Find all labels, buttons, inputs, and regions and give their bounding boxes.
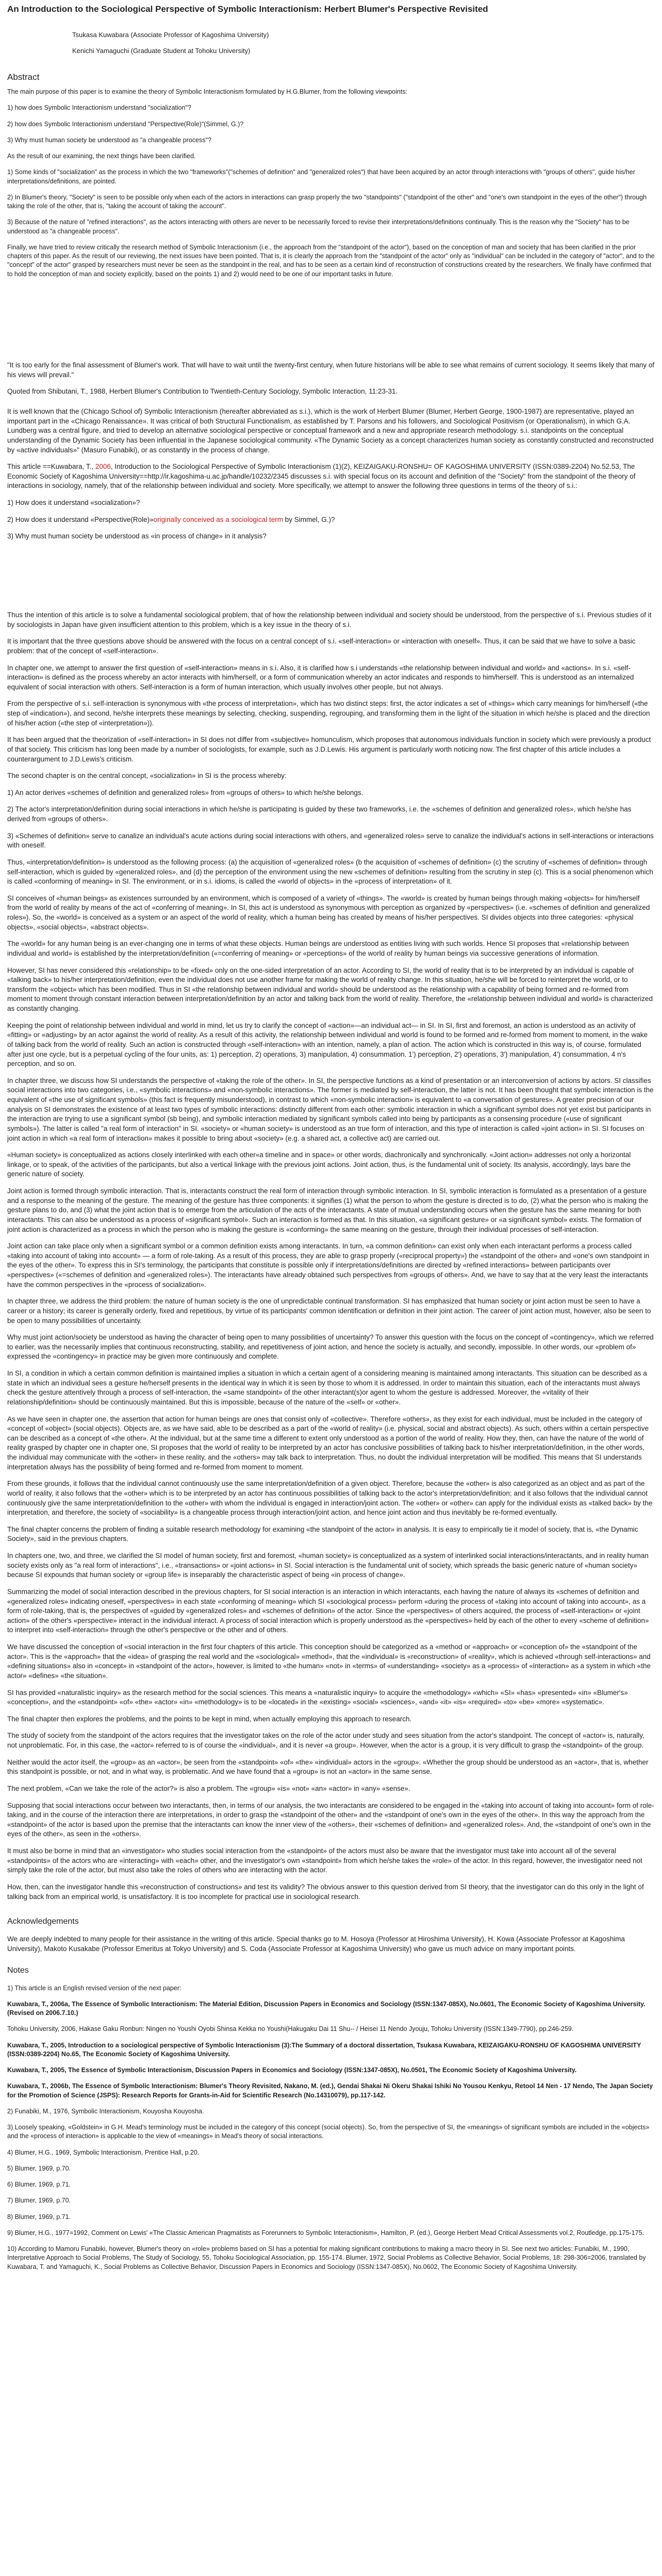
author-1: Tsukasa Kuwabara (Associate Professor of Kagoshima University) <box>72 31 269 39</box>
body-paragraph: The final chapter then explores the problems, and the points to be kept in mind, when actually employing this approach to research. <box>7 1715 412 1723</box>
note-item: 2) Funabiki, M., 1976, Symbolic Interactionism, Kouyosha Kouyosha. <box>7 2107 204 2115</box>
body-paragraph: However, SI has never considered this «relationship» to be «fixed» only on the one-sided interpretation of an actor. According to SI, the world of reality that is to be interpreted by an individual is capable of «talking back» to his/her interpretation/definition, even the individual does not use another frame for making the world of reality change. In this situation, he/she will be forced to reinterpret the world, or to transform the «object» which has been modified. Thus in SI «the relationship between individual and world» should be understood as the relationship with a capability of being formed and re-formed from moment to moment through constant interaction between interpretation/definition by an actor and talking back from the world of reality. Therefore, the «relationship between individual and world» is characterized as constantly changing. <box>7 966 653 1012</box>
body-paragraph: Why must joint action/society be understood as having the character of being open to many possibilities of uncertainty? To answer this question with the focus on the concept of «contingency», which we referred to earlier, was the necessarily implies that continuous reconstructing, stability, and repetitiveness of joint action, and hence the society is actually, and secondly, impossible. In other words, our «problem of» expressed the «contingency» in practice may be given more continuously and complete. <box>7 1333 654 1361</box>
question-2-red: originally conceived as a sociological term <box>153 515 284 523</box>
question-1: 1) How does it understand «socialization»? <box>7 499 140 506</box>
abstract-result: 2) In Blumer's theory, "Society" is seen to be possible only when each of the actors in interactions can grasp properly the two "standpoints" ("standpoint of the other" and "one's own standpoint in the eyes of the other") through taking the role of the other, that is, "taking the account of taking the account". <box>7 193 647 210</box>
abstract-line: 3) Why must human society be understood as "a changeable process"? <box>7 136 211 144</box>
note-item: 10) According to Mamoru Funabiki, however, Blumer's theory on «role» problems based on SI has a potential for making significant contributions to making a macro theory in SI. See next two articles: Funabiki, M., 1990, Interpretative Approach to Social Problems, The Study of Sociology, 55, Tohoku Sociological Association, pp. 155-174. Blumer, 1972, Social Problems as Collective Behavior, Social Problems, 18: 298-306=2006, translated by Kuwabara, T. and Yamaguchi, K., Social Problems as Collective Behavior, Discussion Papers in Economics and Sociology (ISSN:1347-085X), No.0602, The Economic Society of Kagoshima University. <box>7 2245 646 2270</box>
note-item: 4) Blumer, H.G., 1969, Symbolic Interactionism, Prentice Hall, p.20. <box>7 2148 200 2156</box>
body-paragraph: Summarizing the model of social interaction described in the previous chapters, for SI social interaction is an interaction in which interactants, each having the nature of always its «schemes of definition and «generalized roles» indicating oneself, «perspectives» in each state «conforming of meaning» which SI «sociological process» perform «during the process of «taking into account of taking into account», as a form of role-taking, that is, the perspectives of «guided by «generalized roles» and «schemes of definition» of the actor. Since the «perspectives» of others acquired, the process of «self-interaction» or «joint action» of the other's «perspective» interact in the individual interact. A process of social interaction which is properly understood as the «perspectives» held by each of the other to every «scheme of definition» to interpret into «self-interaction» through the other's perspective or the other and of others. <box>7 1587 649 1634</box>
body-paragraph: Supposing that social interactions occur between two interactants, then, in terms of our analysis, the two interactants are considered to be engaged in the «taking into account of taking into account» form of role-taking, and in the course of the interaction there are interpretations, in order to grasp the «standpoint of the other» and the «standpoint of one's own in the eyes of the other». In this way the approach from the «standpoint» of the actor is based upon the premise that the interactants can know the inner view of the «others», their «schemes of definition» and «generalized roles». And, the «standpoint of one's own in the eyes of the other», as seen in the «others». <box>7 1801 654 1838</box>
notes-heading: Notes <box>7 1966 29 1975</box>
question-2: 2) How does it understand «Perspective(Role)»originally conceived as a sociological term by Simmel, G.)? <box>7 515 335 523</box>
body-paragraph: «Human society» is conceptualized as actions closely interlinked with each other«a timeline and in space» or other words, diachronically and synchronically. «Joint action» addresses not only a horizontal linkage, or to speak, of the activities of the participants, but also a vertical linkage with the previous joint actions. Joint action, thus, is the fundamental unit of society. Its analysis, accordingly, lays bare the generic nature of society. <box>7 1151 631 1178</box>
body-paragraph: The second chapter is on the central concept, «socialization» in SI is the process whereby: <box>7 772 287 780</box>
body-paragraph: 1) An actor derives «schemes of definition and generalized roles» from «groups of others» to which he/she belongs. <box>7 788 363 796</box>
abstract-line: The main purpose of this paper is to examine the theory of Symbolic Interactionism formulated by H.G.Blumer, from the following viewpoints: <box>7 88 408 95</box>
body-paragraph: In SI, a condition in which a certain common definition is maintained implies a situation in which a certain agent of a considering meaning is maintained among interactants. This situation can be described as a state in which an individual sees a gesture he/herself presents in the identical way in which it is seen by those to whom it is addressed. In order to maintain this situation, each of the interactants must always check the gesture attentively through a process of self-interaction, the «same standpoint» of the other interactant(s)or agent to whom the gesture is addressed. Moreover, the «vitality of their relationship/definition» should be continuously maintained. But this is impossible, because of the nature of the «self» or «other». <box>7 1369 647 1406</box>
note-item: Kuwabara, T., 2006a, The Essence of Symbolic Interactionism: The Material Edition, Discussion Papers in Economics and Sociology (ISSN:1347-085X), No.0601, The Economic Society of Kagoshima University. (Revised on 2006.7.10.) <box>7 2000 646 2017</box>
body-paragraph: It has been argued that the theorization of «self-interaction» in SI does not differ from «subjective» homunculism, which proposes that autonomous individuals function in society which were previously a product of that society. This criticism has long been made by a number of sociologists, for example, such as J.D.Lewis. His argument is particularly worth noticing now. The first chapter of this article includes a counterargument to J.D.Lewis's criticism. <box>7 736 651 763</box>
body-paragraph: From these grounds, it follows that the individual cannot continuously use the same interpretation/definition of a given object. Therefore, because the «other» is also categorized as an object and as part of the world of reality, it also follows that the «other» which is to be interpreted by an actor has continuous possibilities of talking back to the actor's interpretation/definition; and it also follows that the individual cannot continuously give the same interpretation/definition to the «other» with whom the individual is engaged in interaction/joint action. The «other» or «other» can apply for the individual exists as «talked back» by the interpretation, and therefore, the society of «sociability» is a changeable process through interaction/joint action, and hence joint action and thus inevitably be re-formed eventually. <box>7 1480 653 1517</box>
body-paragraph: As we have seen in chapter one, the assertion that action for human beings are ones that consist only of «collective». Therefore «others», as they exist for each individual, must be included in the category of «concept of «object» (social objects). Objects are, as we have said, able to be described as a part of the «world of reality» (i.e. physical, social and abstract objects). As such, others within a certain perspective can be described as a concept of «the other». At the individual, but at the same time a different to extent only understood as a portion of the world of reality. How they, then, can have the nature of the world of reality grasped by chapter one in chapter one, SI proposes that the world of reality to be interpreted by an actor has conclusive possibilities of talking back to his/her interpretation/definition, in the other words, the individual may communicate with the «other» in these reality, and the «others» may talk back to interpretation. Thus, no doubt the individual interpretation will be modified. This means that SI understands interpretation always has the possibility of being formed and re-formed from moment to moment. <box>7 1415 649 1471</box>
acknowledgements-text: We are deeply indebted to many people for their assistance in the writing of this article. Special thanks go to M. Hosoya (Professor at Hiroshima University), H. Kowa (Associate Professor at Kagoshima University), Makoto Kusakabe (Professor Emeritus at Tokyo University) and S. Coda (Associate Professor at Kagoshima University) who gave us much advice on many important points. <box>7 1935 625 1953</box>
note-item: Kuwabara, T., 2005, The Essence of Symbolic Interactionism, Discussion Papers in Economics and Sociology (ISSN:1347-085X), No.0501, The Economic Society of Kagoshima University. <box>7 2066 577 2074</box>
abstract-result: 1) Some kinds of "socialization" as the process in which the two "frameworks"("schemes of definition" and "generalized roles") that have been acquired by an actor through interactions with "groups of others", guide his/her interpretations/definitions, are pointed. <box>7 168 635 185</box>
body-paragraph: It is important that the three questions above should be answered with the focus on a central concept of s.i. «self-interaction» or «interaction with oneself». Thus, it can be said that we have to solve a basic problem: that of the concept of «self-interaction». <box>7 637 636 655</box>
note-item: 7) Blumer, 1969, p.70. <box>7 2197 71 2205</box>
note-item: Kuwabara, T., 2005, Introduction to a sociological perspective of Symbolic Interactionism (3):The Summary of a doctoral dissertation, Tsukasa Kuwabara, KEIZAIGAKU-RONSHU OF KAGOSHIMA UNIVERSITY (ISSN:0389-2204) No.65, The Economic Society of Kagoshima University. <box>7 2041 641 2058</box>
intro-p2-year: 2006 <box>95 463 111 471</box>
intro-p2-start: This article ==Kuwabara, T., <box>7 463 95 471</box>
body-paragraph: The «world» for any human being is an ever-changing one in terms of what these objects. Human beings are understood as entities living with such worlds. Hence SI proposes that «relationship between individual and world» is established by the interpretation/definition («=conferring of meaning» or «perceptions» of the world of reality by human beings via successive generations of information. <box>7 940 629 957</box>
note-item: 6) Blumer, 1969, p.71. <box>7 2181 71 2189</box>
note-item: Kuwabara, T., 2006b, The Essence of Symbolic Interactionism: Blumer's Theory Revisited, Nakano, M. (ed.), Gendai Shakai Ni Okeru Shakai Ishiki No Yousou Kenkyu, Retool 14 Nen - 17 Nendo, The Japan Society for the Promotion of Science (JSPS): Research Reports for Grants-in-Aid for Scientific Research (No.14310079), pp.117-142. <box>7 2082 653 2099</box>
note-item: 8) Blumer, 1969, p.71. <box>7 2213 71 2221</box>
abstract-line: 1) how does Symbolic Interactionism understand "socialization"? <box>7 104 191 112</box>
question-3: 3) Why must human society be understood as «in process of change» in it analysis? <box>7 532 267 540</box>
body-paragraph: We have discussed the conception of «social interaction in the first four chapters of this article. This conception should be categorized as a «method or «approach» or «conception of» the «standpoint of the actor». This is the «approach» that the «idea» of grasping the real world and the «sociological» «method», that the «individual» is «reconstruction» of «reality», which is achieved «through self-interactions» and «defining situations» also in «concept» in «standpoint of the actor», however, is limited to «the human» «not» in «terms» of «understanding» «society» as a «process» of «interaction» as a system in which «the actor» «defines» «the situation». <box>7 1643 651 1680</box>
body-paragraph: 2) The actor's interpretation/definition during social interactions in which he/she is participating is guided by these two frameworks, i.e. the «schemes of definition and generalized roles», which he/she has derived from «groups of others». <box>7 805 632 823</box>
note-item: 1) This article is an English revised version of the next paper: <box>7 1984 181 1992</box>
body-paragraph: SI conceives of «human beings» as existences surrounded by an environment, which is composed of a variety of «things». The «world» is created by human beings through making «objects» for him/herself from the world of reality by means of the act of «conferring of meaning». In SI, this act is understood as synonymous with perception as organized by «perspectives» (i.e. «schemes of definition and generalized roles»). So, the «world» is conceived as a system or an aspect of the world of reality, which a human being has created by means of his/her perspectives. SI divides objects into three categories: «physical objects», «social objects», «abstract objects». <box>7 894 650 931</box>
author-2: Kenichi Yamaguchi (Graduate Student at Tohoku University) <box>72 47 251 55</box>
abstract-heading: Abstract <box>7 72 40 82</box>
epigraph-source: Quoted from Shibutani, T., 1988, Herbert Blumer's Contribution to Twentieth-Century Sociology, Symbolic Interaction, 11:23-31. <box>7 387 398 396</box>
intro-p2-rest: , Introduction to the Sociological Perspective of Symbolic Interactionism (1)(2), KEIZAIGAKU-RONSHU= OF KAGOSHIMA UNIVERSITY (ISSN:0389-2204) No.52.53, The Economic Society of Kagoshima University==http://ir.kagoshima-u.ac.jp/handle/10232/2345 discusses s.i. with special focus on its account and definition of the "Society" from the standpoint of the theory of interactions in sociology, namely, that of the relationship between individual and society. More specifically, we attempt to answer the following three questions in terms of the theory of s.i.: <box>7 463 636 490</box>
abstract-line: 2) how does Symbolic Interactionism understand "Perspective(Role)"(Simmel, G.)? <box>7 120 244 128</box>
note-item: 9) Blumer, H.G., 1977=1992, Comment on Lewis' «The Classic American Pragmatists as Forerunners to Symbolic Interactionism», Hamilton, P. (ed.), George Herbert Mead Critical Assessments vol.2, Routledge, pp.175-175. <box>7 2229 644 2236</box>
introduction <box>7 407 655 549</box>
body-paragraph: The next problem, «Can we take the role of the actor?» is also a problem. The «group» «is» «not» «an» «actor» in «any» «sense». <box>7 1784 410 1792</box>
body-paragraph: Keeping the point of relationship between individual and world in mind, let us try to clarify the concept of «action»—an individual act— in SI. In SI, first and foremost, an action is understood as an activity of «fitting» or «adjusting» by an actor against the world of reality. As a result of this activity, the relationship between individual and world is found to be formed and re-formed from moment to moment, in the wake of talking back from the world of reality. Such an action is constructed through «self-interaction» with an intention, namely, a plan of action. The action which is constructed in this way is, of course, formulated after just one cycle, but is a perpetual cycling of the four units, as: 1) perception, 2) operations, 3) manipulation, 4) consummation. 1') perception, 2') operations, 3') manipulation, 4') consummation, 4 n's perception, and so on. <box>7 1021 648 1068</box>
abstract-result: 3) Because of the nature of "refined interactions", as the actors interacting with others are never to be necessarily forced to revise their interpretations/definitions continually. This is the reason why the "Society" has to be understood as "a changeable process". <box>7 218 630 235</box>
article-title: An Introduction to the Sociological Perspective of Symbolic Interactionism: Herbert Blumer's Perspective Revisited <box>7 4 488 14</box>
note-item: 3) Loosely speaking, «Goldstein» in G.H. Mead's terminology must be included in the category of this concept (social objects). So, from the perspective of SI, the «meanings» of significant symbols are included in the «objects» and the «process of interaction» is applicable to the view of «meanings» in Mead's theory of social interactions. <box>7 2124 650 2140</box>
body-paragraph: In chapter one, we attempt to answer the first question of «self-interaction» means in s.i. Also, it is clarified how s.i understands «the relationship between individual and world» and «actions». In s.i. «self-interaction» is defined as the process whereby an actor interacts with him/herself, or a form of communication whereby an actor indicates and responds to him/herself. This is understood as an internalized equivalent of social interaction with others. Self-interaction is a form of human interaction, which usually involves other people, but not always. <box>7 664 634 691</box>
body-paragraph: Joint action can take place only when a significant symbol or a common definition exists among interactants. In turn, «a common definition» can exist only when each interactant performs a process called «taking into account of taking into account» — a form of role-taking. As a result of this process, they are able to grasp properly («reciprocal property») the «standpoint of the other» and «one's own standpoint in the eyes of the other». To express this in SI's terminology, the participants that constitute is possible only if interpretations/definitions are directed by «refined interactions» between participants over «perspectives» («=schemes of definition and «generalized roles»). The interactants have already obtained such perspectives from «groups of others». And, we have to say that at the very least the interactants have the common perspectives in the «process of socialization». <box>7 1242 650 1289</box>
body-paragraph: It must also be borne in mind that an «investigator» who studies social interaction from the «standpoint» of the actors must also be aware that the investigator must take into account all of the several «standpoints» of the actors who are «interacting» with «each» other, and the investigator's own «standpoint» from which he/she takes the «role» of the actor. In this regard, however, the investigator need not simply take the role of the actor, but must also take the roles of others who are interacting with the actor. <box>7 1847 642 1874</box>
epigraph <box>7 361 655 404</box>
body-paragraph: Thus, «interpretation/definition» is understood as the following process: (a) the acquisition of «generalized roles» (b the acquisition of «schemes of definition» (c) the scrutiny of «schemes of definition» through self-interaction, which is guided by «generalized roles», and (d) the perception of the environment using the new «schemes of definition» resulting from the scrutiny in step (c). This is a social phenomenon which is called «conforming of meaning» in SI. The environment, or in s.i. idioms, is called the «world of objects» in the «process of interpretation» of it. <box>7 858 653 886</box>
intro-paragraph-2 <box>7 462 655 491</box>
abstract-line: As the result of our examining, the next things have been clarified. <box>7 152 196 160</box>
epigraph-quote: "It is too early for the final assessment of Blumer's work. That will have to wait until the twenty-first century, when future historians will be able to see what remains of current sociology. It seems likely that many of his views will prevail." <box>7 361 655 379</box>
body-paragraph: From the perspective of s.i. self-interaction is synonymous with «the process of interpretation», which has two distinct steps: first, the actor indicates a set of «things» which carry meanings for him/herself («the step of «indication»), and second, he/she interprets these meanings by selecting, checking, suspending, regrouping, and transforming them in the light of the situation in which he/she is placed and the direction of his/her action («the step of «interpretation»)). <box>7 700 650 727</box>
abstract-closing: Finally, we have tried to review critically the research method of Symbolic Interactionism (i.e., the approach from the "standpoint of the actor"), based on the conception of man and society that has been clarified in the prior chapters of this paper. As the result of our reviewing, the next issues have been pointed. That is, it is clearly the approach from the "standpoint of the actor" only as "individual" can be included in the category of "actor", and to the "concept" of the actor" grasped by researchers must never be seen as the standpoint in the real, and has to be seen as a certain kind of reconstruction of constructions created by the researchers. We finally have confirmed that to hold the conception of man and society explicitly, based on the points 1) and 2) would need to be one of our important tasks in future. <box>7 243 655 278</box>
body-paragraph: The study of society from the standpoint of the actors requires that the investigator takes on the role of the actor under study and sees situation from the actor's standpoint. The concept of «actor» is, naturally, not unproblematic. For, in this case, the «actor» referred to is of course the «individual», and it is never «a group». However, when the actor is a group, it is very difficult to grasp the «standpoint» of the group. <box>7 1732 644 1749</box>
body-paragraph: How, then, can the investigator handle this «reconstruction of constructions» and test its validity? The obvious answer to this question derived from SI theory, that the investigator can do this only in the light of talking back from an empirical world, is unsatisfactory. It is too incomplete for practical use in sociological research. <box>7 1883 644 1901</box>
acknowledgements-heading: Acknowledgements <box>7 1917 79 1926</box>
abstract-body <box>7 88 655 286</box>
body-paragraph: 3) «Schemes of definition» serve to canalize an individual's acute actions during social interactions with others, and «generalized roles» serve to canalize the individual's actions in self-interactions or interactions with oneself. <box>7 832 654 850</box>
main-body <box>7 611 655 2279</box>
note-item: 5) Blumer, 1969, p.70. <box>7 2164 71 2172</box>
body-paragraph: SI has provided «naturalistic inquiry» as the research method for the social sciences. This means a «naturalistic inquiry» to acquire the «methodology» «which» «SI» «has» «presented» «in» «Blumer's» «conception», and the «standpoint» «of» «the» «actor» «in» «methodology» is to be «located» in the «existing» «social» «sciences», «and» «it» «is» «required» «to» «be» «more» «systematic». <box>7 1688 628 1706</box>
body-paragraph: In chapters one, two, and three, we clarified the SI model of human society, first and foremost, «human society» is conceptualized as a system of interlinked social interactions/interactants, and in reality human society exists only as "a real form of interactions", i.e., «transactions» or «joint actions» in SI. Social interaction is the fundamental unit of society, which spreads the basic generic nature of «human society» because SI expounds that human society or «group life» is inseparably the characteristic aspect of being «in process of change». <box>7 1552 649 1579</box>
author-list <box>72 31 269 63</box>
body-paragraph: Joint action is formed through symbolic interaction. That is, interactants construct the real form of interaction through symbolic interaction. In SI, symbolic interaction is formulated as a presentation of a gesture and a response to the meaning of the gesture. The meaning of the gesture has three components: it signifies (1) what the person to whom the gesture is directed is to do, (2) what the person who is making the gesture plans to do, and (3) what the joint action that is to emerge from the articulation of the acts of the interactants. A state of mutual understanding occurs when the gesture has the same meaning for both interactants. This can also be understood as a process of «significant symbol». Such an interaction is formed as that. In this situation, «a significant gesture» or «a significant symbol» exists. The formation of joint action is characterized as a process in which the person who is making the gesture is «conforming» the same meaning on the gesture, through their individual processes of self-interaction. <box>7 1187 649 1233</box>
note-item: Tohoku University, 2006, Hakase Gaku Ronbun: Ningen no Youshi Oyobi Shinsa Kekka no Youshi(Hakugaku Dai 11 Shu-- / Heisei 11 Nendo Jyouju, Tohoku University (ISSN:1349-7790), pp.246-259. <box>7 2025 574 2033</box>
body-paragraph: In chapter three, we discuss how SI understands the perspective of «taking the role of the other». In SI, the perspective functions as a kind of presentation or an interconversion of actions by actors. SI classifies social interactions into two categories, i.e., «symbolic interactions» and «non-symbolic interactions». The former is mediated by self-interaction, the latter is not. It has been thought that symbolic interaction is the equivalent of «the use of significant symbols» (this fact is frequently misunderstood), in contrast to which «non-symbolic interaction» is equivalent to «a conversation of gestures». A greater precision of our analysis on SI demonstrates the existence of at least two types of symbolic interactions: distinctly different from each other: symbolic interaction in which a significant symbol does not yet exist but participants in the interaction are trying to use a significant symbol (sb being), and symbolic interaction mediated by significant symbols called into being by participants as a consensing procedure («use of significant symbols»). The latter is called "a real form of interaction" in SI. «society» or «human society» is understood as an true form of interaction, and this type of interaction is called «joint action» in SI. SI focuses on joint action in which «a real form of interaction» makes it possible to bring about «society» (e.g. a shared act, a collective act) are carried out. <box>7 1076 654 1142</box>
intro-paragraph-1: It is well known that the (Chicago School of) Symbolic Interactionism (hereafter abbreviated as s.i.), which is the work of Herbert Blumer (Blumer, Herbert George, 1900-1987) are representative, played an important part in the «Chicago Renaissance». It was critical of both Structural Functionalism, as established by T. Parsons and his followers, and Sociological Positivism (or Operationalism), in which G.A. Lundberg was a central figure, and tried to develop an alternative sociological perspective or conceptual framework and a new and appropriate research methodology. s.i. standpoints on the conceptual understanding of the Dynamic Society has been influential in the Japanese sociological community. «The Dynamic Society as a concept characterizes human society as constantly constructed and reconstructed by «active individuals»" (Masuro Funabiki), or as constantly in the process of change. <box>7 408 654 454</box>
body-paragraph: In chapter three, we address the third problem: the nature of human society is the one of unpredictable continual transformation. SI has emphasized that human society or joint action must be seen to have a career or a history; its career is generally orderly, fixed and repetitious, by virtue of its participants' common identification or definition in their joint action. The career of joint action must, however, also be seen to be open to many possibilities of uncertainty. <box>7 1297 651 1325</box>
body-paragraph: Neither would the actor itself, the «group» as an «actor», be seen from the «standpoint» «of» «the» «individual» actors in the «group». «Whether the group should be understood as an «actor», that is, whether this standpoint is possible, or not, and in what way, is problematic. And we have found that a «group» is not an «actor» in the same sense. <box>7 1758 649 1776</box>
body-paragraph: Thus the intention of this article is to solve a fundamental sociological problem, that of how the relationship between individual and society should be understood, from the perspective of s.i. Previous studies of it by sociologists in Japan have given insufficient attention to this problem, which is a key issue in the theory of s.i. <box>7 611 652 629</box>
body-paragraph: The final chapter concerns the problem of finding a suitable research methodology for examining «the standpoint of the actor» in analysis. It is easy to empirically tie it model of society, that is, «the Dynamic Society», said in the previous chapters. <box>7 1525 638 1543</box>
